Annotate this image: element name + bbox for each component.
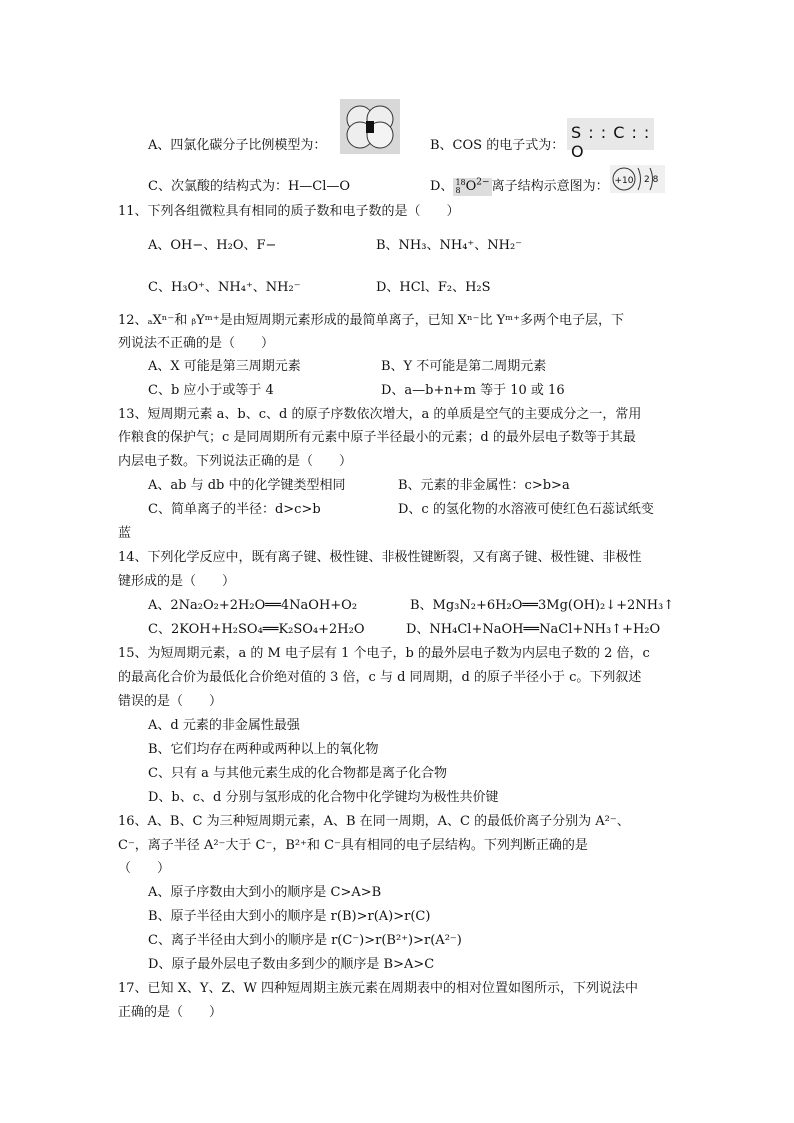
ion-nucleus-charge: +10 — [614, 176, 634, 186]
q12-option-d: D、a—b+n+m 等于 10 或 16 — [381, 383, 565, 398]
q11-stem: 11、下列各组微粒具有相同的质子数和电子数的是（ ） — [118, 204, 460, 219]
q16-stem-line3: （ ） — [118, 861, 171, 876]
q11-option-d: D、HCl、F₂、H₂S — [376, 280, 491, 295]
q12-option-b: B、Y 不可能是第二周期元素 — [381, 359, 547, 374]
q17-stem-line2: 正确的是（ ） — [118, 1005, 223, 1020]
q16-option-a: A、原子序数由大到小的顺序是 C>A>B — [148, 885, 382, 900]
q15-option-b: B、它们均存在两种或两种以上的氧化物 — [148, 742, 379, 757]
q13-option-a: A、ab 与 db 中的化学键类型相同 — [148, 478, 346, 493]
oxygen-charge: 2− — [476, 177, 490, 188]
q12-stem-line1: 12、ₐXⁿ⁻和 ᵦYᵐ⁺是由短周期元素形成的最简单离子，已知 Xⁿ⁻比 Yᵐ⁺多两个电子层，下 — [118, 313, 624, 328]
q16-option-c: C、离子半径由大到小的顺序是 r(C⁻)>r(B²⁺)>r(A²⁻) — [148, 933, 462, 948]
q13-stem-line2: 作粮食的保护气；c 是同周期所有元素中原子半径最小的元素；d 的最外层电子数等于其最 — [118, 430, 636, 445]
q14-stem-line1: 14、下列化学反应中，既有离子键、极性键、非极性键断裂，又有离子键、极性键、非极性 — [118, 550, 642, 565]
q12-option-c: C、b 应小于或等于 4 — [148, 383, 274, 398]
q13-option-b: B、元素的非金属性：c>b>a — [398, 478, 570, 493]
q12-stem-line2: 列说法不正确的是（ ） — [118, 336, 275, 351]
cos-formula-text: S : : C : : O — [571, 123, 651, 161]
q16-stem-line2: C⁻，离子半径 A²⁻大于 C⁻，B²⁺和 C⁻具有相同的电子层结构。下列判断正确的是 — [118, 838, 588, 853]
oxygen-ion-symbol — [453, 178, 491, 196]
q10-option-b: B、COS 的电子式为： — [430, 138, 565, 153]
oxygen-mass-number: 18 — [455, 177, 466, 187]
q15-stem-line1: 15、为短周期元素，a 的 M 电子层有 1 个电子，b 的最外层电子数为内层电子数的 2 倍，c — [118, 646, 650, 661]
q16-stem-line1: 16、A、B、C 为三种短周期元素，A、B 在同一周期，A、C 的最低价离子分别为 A²⁻、 — [118, 814, 630, 829]
q10-d-text: 离子结构示意图为： — [491, 179, 609, 194]
q11-option-c: C、H₃O⁺、NH₄⁺、NH₂⁻ — [148, 280, 301, 295]
q15-option-c: C、只有 a 与其他元素生成的化合物都是离子化合物 — [148, 766, 447, 781]
q11-option-a: A、OH−、H₂O、F− — [148, 238, 277, 253]
ion-structure-diagram-image — [610, 165, 665, 193]
ion-shell-electrons: 2 8 — [644, 175, 659, 185]
q14-option-a: A、2Na₂O₂+2H₂O══4NaOH+O₂ — [148, 598, 358, 613]
q13-stem-line3: 内层电子数。下列说法正确的是（ ） — [118, 454, 353, 469]
q10-d-label: D、 — [430, 179, 454, 194]
q16-option-b: B、原子半径由大到小的顺序是 r(B)>r(A)>r(C) — [148, 909, 431, 924]
oxygen-atomic-number: 8 — [455, 185, 461, 195]
q13-option-d: D、c 的氢化物的水溶液可使红色石蕊试纸变 — [398, 502, 654, 517]
q13-stem-line1: 13、短周期元素 a、b、c、d 的原子序数依次增大，a 的单质是空气的主要成分之一，常用 — [118, 407, 642, 422]
q16-option-d: D、原子最外层电子数由多到少的顺序是 B>A>C — [148, 957, 435, 972]
q15-option-a: A、d 元素的非金属性最强 — [148, 718, 300, 733]
q14-option-c: C、2KOH+H₂SO₄══K₂SO₄+2H₂O — [148, 622, 365, 637]
oxygen-element: O — [465, 179, 477, 194]
q11-option-b: B、NH₃、NH₄⁺、NH₂⁻ — [376, 238, 523, 253]
cos-electron-formula-image — [567, 118, 654, 161]
q17-stem-line1: 17、已知 X、Y、Z、W 四种短周期主族元素在周期表中的相对位置如图所示，下列说法中 — [118, 981, 639, 996]
q13-option-c: C、简单离子的半径：d>c>b — [148, 502, 321, 517]
q14-option-b: B、Mg₃N₂+6H₂O══3Mg(OH)₂↓+2NH₃↑ — [410, 598, 675, 613]
q12-option-a: A、X 可能是第三周期元素 — [148, 359, 301, 374]
q14-option-d: D、NH₄Cl+NaOH══NaCl+NH₃↑+H₂O — [406, 622, 661, 637]
q10-option-a: A、四氯化碳分子比例模型为： — [148, 138, 327, 153]
q13-option-d-continued: 蓝 — [118, 526, 132, 541]
q14-stem-line2: 键形成的是（ ） — [118, 574, 236, 589]
q15-stem-line3: 错误的是（ ） — [118, 694, 223, 709]
q10-option-c: C、次氯酸的结构式为：H—Cl—O — [148, 179, 351, 194]
q15-option-d: D、b、c、d 分别与氢形成的化合物中化学键均为极性共价键 — [148, 790, 499, 805]
q10-option-d — [430, 178, 609, 196]
q15-stem-line2: 的最高化合价为最低化合价绝对值的 3 倍，c 与 d 同周期，d 的原子半径小于 c。下列叙述 — [118, 670, 642, 685]
ccl4-space-filling-model-image — [340, 99, 400, 154]
